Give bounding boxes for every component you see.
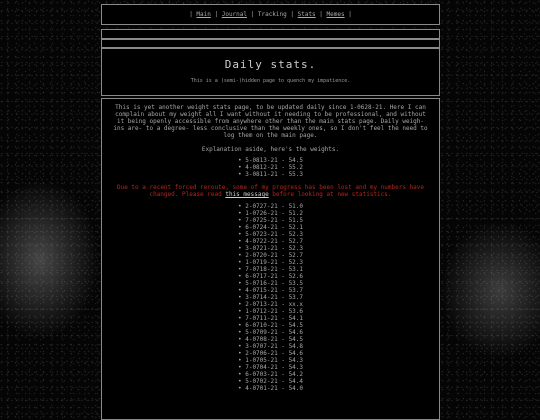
explanation-text: Explanation aside, here's the weights. [201,146,340,153]
nav-link-stats[interactable]: Stats [297,11,316,18]
list-item: • 5-0709-21 - 54.6 [102,329,439,336]
reroute-warning [116,184,425,198]
list-item: • 6-0703-21 - 54.2 [102,371,439,378]
list-item: • 2-0706-21 - 54.6 [102,350,439,357]
list-item: • 7-0718-21 - 53.1 [102,266,439,273]
nav-link-journal[interactable]: Journal [221,11,248,18]
list-item: • 4-0722-21 - 52.7 [102,238,439,245]
list-item: • 6-0710-21 - 54.5 [102,322,439,329]
list-item: • 1-0719-21 - 52.3 [102,259,439,266]
page-subtitle: This is a (semi-)hidden page to quench my impatience. [190,78,351,84]
list-item: • 5-0813-21 - 54.5 [102,157,439,164]
list-item: • 6-0717-21 - 52.6 [102,273,439,280]
list-item: • 7-0711-21 - 54.1 [102,315,439,322]
weights-list [102,203,439,392]
list-item: • 5-0716-21 - 53.5 [102,280,439,287]
list-item: • 4-0701-21 - 54.0 [102,385,439,392]
divider-bar [101,29,440,39]
list-item: • 2-0720-21 - 52.7 [102,252,439,259]
list-item: • 3-0721-21 - 52.3 [102,245,439,252]
warning-text-before: Due to a recent forced reroute, some of my progress has been lost and my numbers have changed. Please read [116,184,425,198]
nav-current-tracking: Tracking [257,11,287,18]
list-item: • 2-0713-21 - xx.x [102,301,439,308]
list-item: • 5-0702-21 - 54.4 [102,378,439,385]
nav-bar: | Main | Journal | Tracking | Stats | Memes | [101,4,440,25]
background-glow-right [440,220,540,360]
list-item: • 7-0725-21 - 51.5 [102,217,439,224]
list-item: • 5-0723-21 - 52.3 [102,231,439,238]
list-item: • 6-0724-21 - 52.1 [102,224,439,231]
warning-message-link[interactable]: this message [225,191,269,198]
warning-text-after: before looking at new statistics. [268,191,392,198]
title-box [101,48,440,96]
list-item: • 4-0715-21 - 53.7 [102,287,439,294]
weights-top-list [102,157,439,178]
page-title: Daily stats. [224,58,317,71]
list-item: • 3-0811-21 - 55.3 [102,171,439,178]
list-item: • 4-0708-21 - 54.5 [102,336,439,343]
list-item: • 1-0712-21 - 53.6 [102,308,439,315]
list-item: • 3-0714-21 - 53.7 [102,294,439,301]
list-item: • 1-0705-21 - 54.3 [102,357,439,364]
list-item: • 3-0707-21 - 54.8 [102,343,439,350]
nav-link-main[interactable]: Main [196,11,211,18]
divider-bar [101,39,440,48]
intro-text: This is yet another weight stats page, to be updated daily since 1-0628-21. Here I can complain about my weight all I want without it needing to be professional, and without it being openly accessible from anywhere other than the main stats page. Daily weigh-ins are- to a degree- less conclusive than the weekly ones, so I don't feel the need to log them on the main page. [113,104,428,139]
main-content [101,98,440,420]
background-glow-left [0,180,100,340]
list-item: • 4-0812-21 - 55.2 [102,164,439,171]
list-item: • 2-0727-21 - 51.0 [102,203,439,210]
nav-link-memes[interactable]: Memes [326,11,345,18]
list-item: • 7-0704-21 - 54.3 [102,364,439,371]
list-item: • 1-0726-21 - 51.2 [102,210,439,217]
